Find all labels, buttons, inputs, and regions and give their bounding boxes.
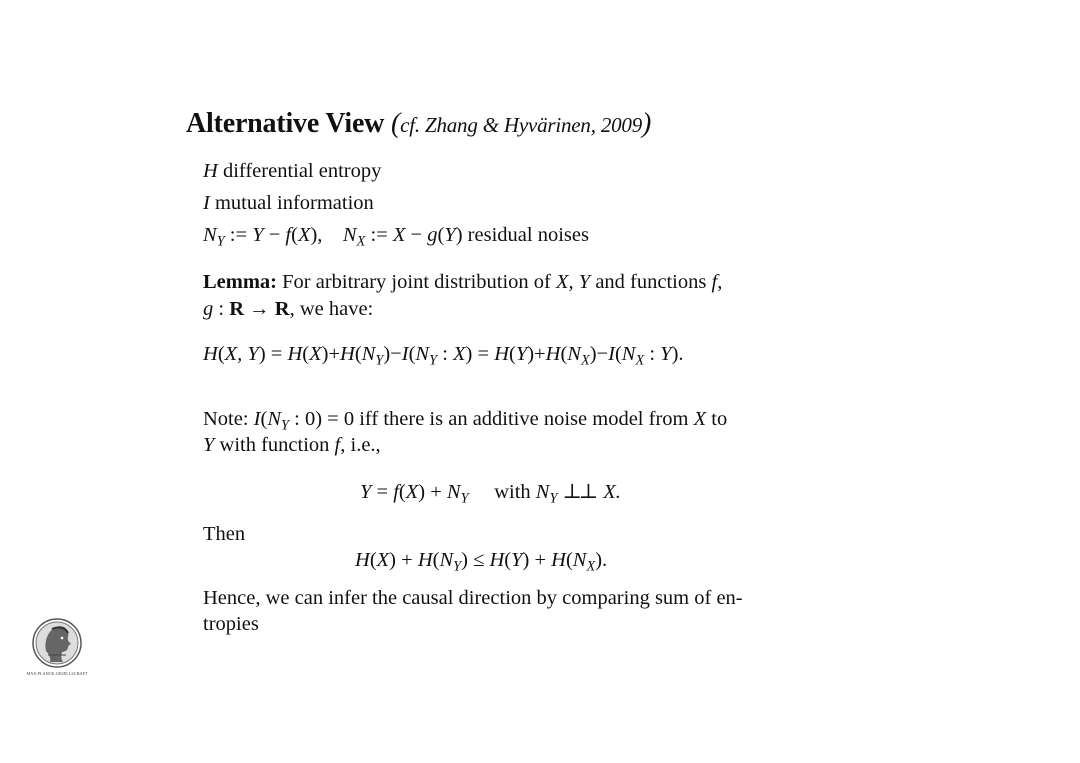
note-label: Note: [203, 408, 254, 430]
title-citation: cf. Zhang & Hyvärinen, 2009 [400, 113, 643, 137]
anm-with: with [494, 481, 531, 503]
note-text-4: , i.e., [340, 434, 381, 456]
h-symbol: H [203, 160, 218, 182]
lemma-text-1: For arbitrary joint distribution of [277, 271, 557, 293]
i-symbol: I [203, 192, 210, 214]
lemma-g-map: g : R → R [203, 298, 290, 320]
logo-caption [22, 670, 92, 676]
def-mutual-info [203, 192, 374, 215]
lemma-text-3: , we have: [289, 298, 374, 320]
def-residual-noises [203, 224, 589, 250]
svg-text:MAX-PLANCK-GESELLSCHAFT: MAX-PLANCK-GESELLSCHAFT [26, 671, 88, 676]
title-paren-open: ( [391, 108, 401, 139]
hence-line-2: tropies [203, 613, 259, 635]
def-entropy-text: differential entropy [217, 160, 382, 182]
title-paren-close: ) [642, 108, 652, 139]
note-condition: $I(N_Y$ : 0) = 0 [253, 408, 355, 434]
lemma-line-1: Lemma: For arbitrary joint distribution of X, Y and functions f, [203, 271, 723, 293]
note-text-2: to [706, 408, 728, 430]
noise-definitions-formula: $N_Y$ := Y − f(X), $N_X$ := X − g(Y) [203, 224, 463, 250]
note-line-1: Note: $I(N_Y$ : 0) = 0 iff there is an additive noise model from X to [203, 408, 728, 434]
hence-line-1: Hence, we can infer the causal direction by comparing sum of en- [203, 587, 743, 609]
def-entropy [203, 160, 381, 183]
lemma-equation: H(X, $Y) = H(X)+H(N_Y)-I(N_Y$ : $X) = H(Y)+H(N_X)-I(N_X$ : Y). [203, 343, 684, 369]
lemma-line-2 [203, 298, 373, 321]
max-planck-logo [22, 617, 92, 679]
title-text: Alternative View [186, 108, 385, 139]
lemma-text-2: and functions [590, 271, 712, 293]
note-line-2: Y with function f, i.e., [203, 434, 381, 456]
lemma-f: f [711, 271, 718, 293]
note-text-1: iff there is an additive noise model from [354, 408, 694, 430]
anm-equation: $Y = f(X) + N_Y$ with $N_Y$ ⊥⊥ X. [360, 481, 621, 507]
then-label: Then [203, 523, 246, 545]
slide-title [186, 108, 651, 140]
entropy-inequality: $H(X) + H(N_Y) \le H(Y) + H(N_X)$. [355, 549, 608, 575]
lemma-label: Lemma: [203, 271, 278, 293]
def-mutual-info-text: mutual information [209, 192, 374, 214]
lemma-vars: X, Y [556, 271, 591, 293]
def-residual-noises-text: residual noises [462, 224, 589, 246]
note-text-3: with function [214, 434, 335, 456]
